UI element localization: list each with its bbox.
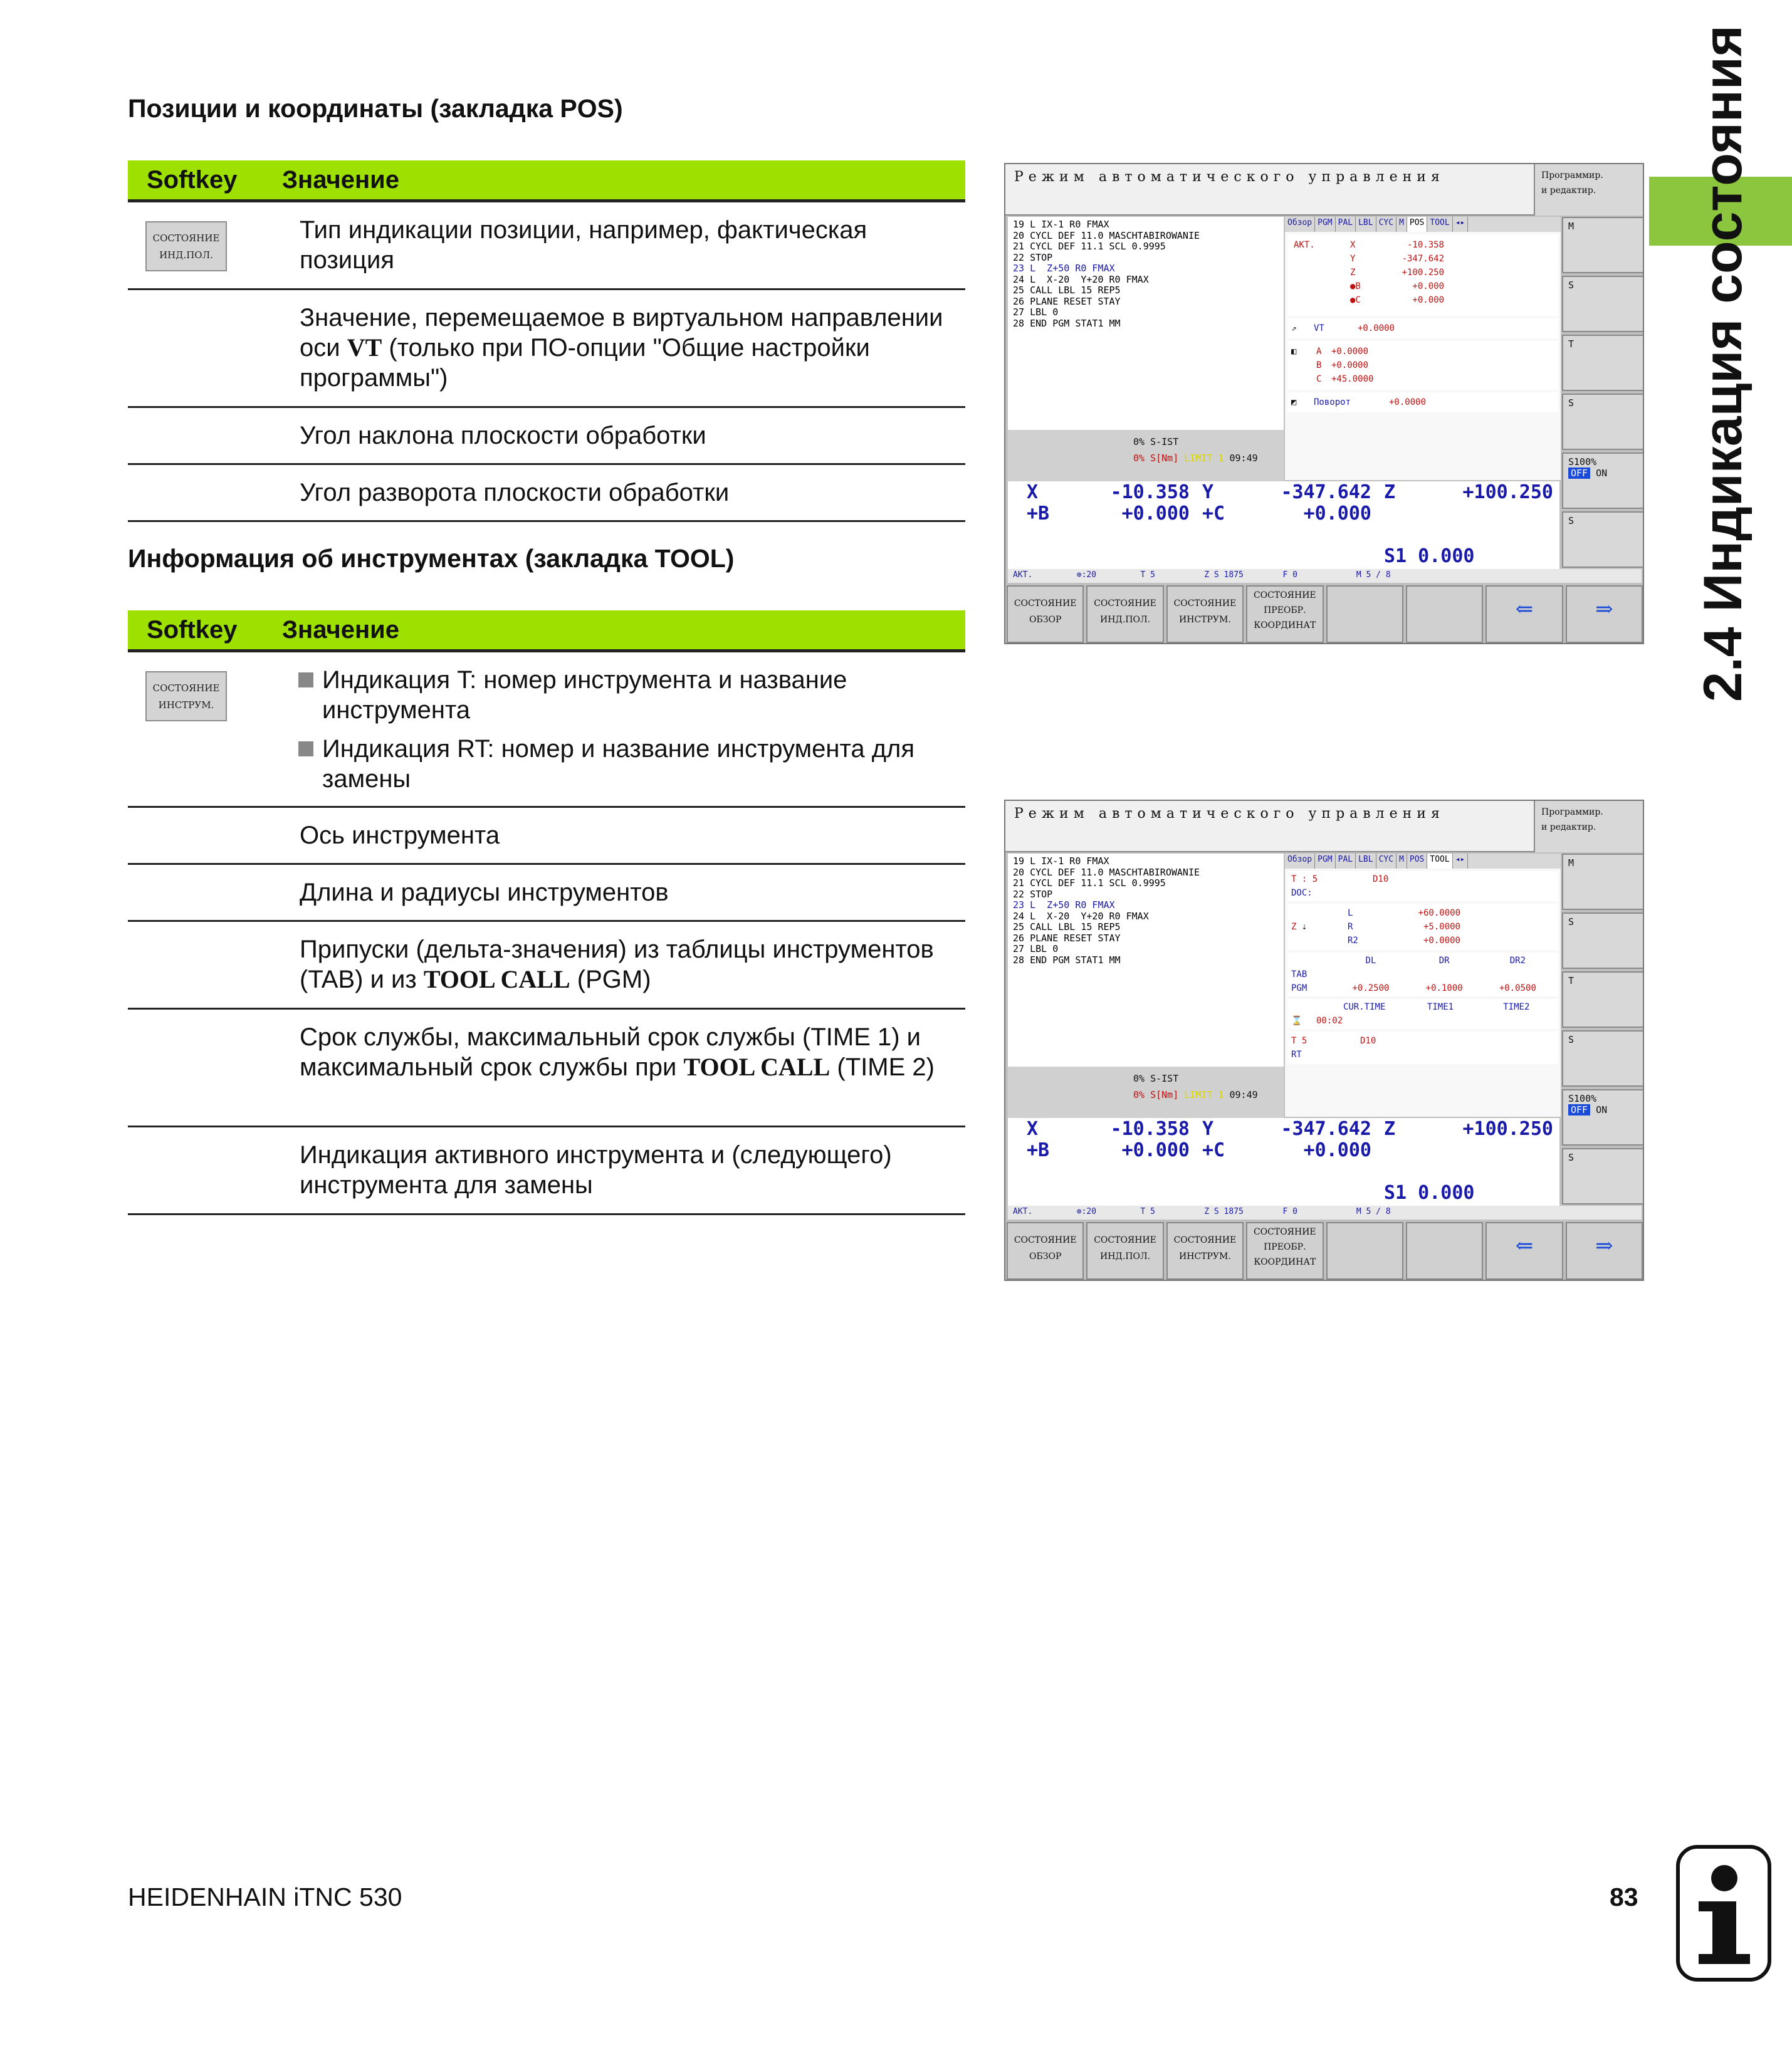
axis-label: Y xyxy=(1350,254,1356,264)
cur-time: 00:02 xyxy=(1316,1016,1343,1026)
side-key-s100[interactable] xyxy=(1562,1089,1644,1146)
s100-label: S100% xyxy=(1568,456,1597,468)
s-nm: 0% S[Nm] xyxy=(1133,1089,1179,1100)
pos-value: +100.250 xyxy=(1462,481,1553,503)
lr-value: +0.0000 xyxy=(1423,936,1460,946)
spindle-status xyxy=(1008,1067,1284,1118)
softkey-empty[interactable] xyxy=(1406,1222,1483,1280)
clock: 09:49 xyxy=(1229,1089,1258,1100)
time-icon: ⌛ xyxy=(1291,1016,1302,1026)
softkey-line: ИНСТРУМ. xyxy=(158,699,214,711)
active-tool: T 5 xyxy=(1291,1036,1307,1046)
program-line: 24 L X-20 Y+20 R0 FMAX xyxy=(1013,910,1149,922)
program-line: 26 PLANE RESET STAY xyxy=(1013,295,1121,307)
sk-line: ИНСТРУМ. xyxy=(1179,1251,1231,1262)
pos-axis: Z xyxy=(1384,481,1396,503)
sk-line: ИНД.ПОЛ. xyxy=(1100,615,1151,625)
pos-axis: X xyxy=(1027,1118,1039,1140)
spindle-speed: S1 0.000 xyxy=(1384,1182,1475,1204)
table-row xyxy=(128,922,965,1010)
row-text: Угол наклона плоскости обработки xyxy=(300,422,706,449)
page-number: 83 xyxy=(1610,1883,1638,1911)
text-part: (PGM) xyxy=(570,966,651,993)
tab-scroll[interactable]: ◂▸ xyxy=(1453,854,1469,869)
program-line: 28 END PGM STAT1 MM xyxy=(1013,317,1121,329)
row-text xyxy=(300,1022,965,1082)
rotation-label: Поворот xyxy=(1314,397,1351,407)
table-row xyxy=(128,652,965,808)
side-key-s100[interactable] xyxy=(1562,452,1644,509)
sk-line: ОБЗОР xyxy=(1029,1251,1062,1262)
softkey-status-trans[interactable] xyxy=(1246,585,1323,643)
pos-axis: +C xyxy=(1202,1139,1225,1161)
table-header xyxy=(128,160,965,202)
tool-axis-icon: ⇣ xyxy=(1301,922,1307,932)
spindle-status xyxy=(1008,430,1284,481)
mode-line: Программир. xyxy=(1541,807,1603,817)
s100-label: S100% xyxy=(1568,1093,1597,1104)
mode-line: Программир. xyxy=(1541,170,1603,180)
position-display xyxy=(1008,481,1559,569)
col-softkey: Softkey xyxy=(147,165,238,194)
softkey-back-icon[interactable]: ⇐ xyxy=(1485,585,1563,643)
row-text: Длина и радиусы инструментов xyxy=(300,879,669,906)
tab-pgm[interactable]: PGM xyxy=(1315,217,1335,232)
tab-pos[interactable]: POS xyxy=(1407,217,1427,232)
chapter-title: 2.4 Индикация состояния xyxy=(1693,25,1753,702)
axis-label: Z xyxy=(1350,268,1356,278)
lr-value: +5.0000 xyxy=(1423,922,1460,932)
angle-value: +0.0000 xyxy=(1331,347,1369,357)
sk-line: СОСТОЯНИЕ xyxy=(1173,1235,1237,1245)
mode-programming[interactable] xyxy=(1534,801,1644,852)
bullet-icon xyxy=(298,741,313,756)
sk-line: СОСТОЯНИЕ xyxy=(1014,598,1077,609)
time-head: TIME1 xyxy=(1427,1002,1454,1012)
pgm-value: +0.1000 xyxy=(1425,983,1463,993)
pos-value: -347.642 xyxy=(1281,1118,1371,1140)
softkey-bar xyxy=(1005,584,1644,644)
softkey-status-tool[interactable] xyxy=(145,671,227,721)
time-block xyxy=(1287,999,1558,1029)
table-row xyxy=(128,465,965,522)
softkey-status-trans[interactable] xyxy=(1246,1222,1323,1280)
tool-call-term: TOOL CALL xyxy=(683,1053,831,1081)
pos-table xyxy=(128,160,965,522)
pos-axis: Z xyxy=(1384,1118,1396,1140)
pgm-value: +0.2500 xyxy=(1352,983,1390,993)
pos-axis: X xyxy=(1027,481,1039,503)
side-key-s-minus[interactable]: S xyxy=(1562,1148,1644,1204)
section-heading-tool: Информация об инструментах (закладка TOOL) xyxy=(128,544,735,573)
vt-row xyxy=(1287,318,1558,338)
softkey-bar xyxy=(1005,1221,1644,1281)
pos-value: +0.000 xyxy=(1121,503,1190,525)
axis-value: +0.000 xyxy=(1412,295,1444,305)
side-key-s[interactable]: S xyxy=(1562,276,1644,332)
softkey-status-tool[interactable] xyxy=(1166,585,1244,643)
status-tabs xyxy=(1285,217,1561,232)
info-bar: АКТ. ⊕:20 T 5 Z S 1875 F 0 M 5 / 8 xyxy=(1008,1206,1642,1220)
off-label: OFF xyxy=(1568,468,1590,479)
table-row xyxy=(128,202,965,290)
pos-value: -10.358 xyxy=(1110,481,1190,503)
list-item xyxy=(297,734,965,794)
s-ist: 0% S-IST xyxy=(1133,436,1179,447)
pos-value: +100.250 xyxy=(1462,1118,1553,1140)
list-item xyxy=(297,665,965,725)
tab-scroll[interactable]: ◂▸ xyxy=(1453,217,1469,232)
softkey-status-overview[interactable] xyxy=(1007,1222,1084,1280)
angle-block xyxy=(1287,341,1558,390)
tool-block xyxy=(1287,871,1558,901)
softkey-back-icon[interactable]: ⇐ xyxy=(1485,1222,1563,1280)
tab-m[interactable]: M xyxy=(1396,854,1407,869)
angle-value: +45.0000 xyxy=(1331,374,1374,384)
tab-pgm[interactable]: PGM xyxy=(1315,854,1335,869)
limit: LIMIT 1 xyxy=(1184,1089,1224,1100)
side-key-t[interactable]: T xyxy=(1562,971,1644,1028)
mode-programming[interactable] xyxy=(1534,164,1644,216)
tab-pal[interactable]: PAL xyxy=(1336,854,1356,869)
program-line: 21 CYCL DEF 11.1 SCL 0.9995 xyxy=(1013,241,1166,252)
softkey-line: СОСТОЯНИЕ xyxy=(152,682,220,694)
info-icon xyxy=(1676,1845,1771,1982)
status-tabs xyxy=(1285,854,1561,869)
program-line: 20 CYCL DEF 11.0 MASCHTABIROWANIE xyxy=(1013,866,1200,878)
screen-title: Режим автоматического управления xyxy=(1005,164,1534,216)
s-nm: 0% S[Nm] xyxy=(1133,452,1179,464)
row-text xyxy=(297,665,965,794)
pos-axis: +B xyxy=(1027,1139,1050,1161)
angle-icon: ◧ xyxy=(1291,347,1297,357)
spindle-speed: S1 0.000 xyxy=(1384,545,1475,567)
vt-value: +0.0000 xyxy=(1358,323,1395,333)
tool-number: T : 5 xyxy=(1291,874,1318,884)
on-label: ON xyxy=(1596,1104,1608,1115)
length-radius-block xyxy=(1287,904,1558,950)
row-text xyxy=(300,934,965,995)
screenshot-tool xyxy=(1004,800,1644,1281)
side-key-s-plus[interactable]: S xyxy=(1562,1030,1644,1087)
program-line: 25 CALL LBL 15 REP5 xyxy=(1013,285,1121,296)
mode-line: и редактир. xyxy=(1541,822,1596,832)
row-text xyxy=(300,303,965,393)
tab-tool[interactable]: TOOL xyxy=(1427,217,1452,232)
program-line-current: 23 L Z+50 R0 FMAX xyxy=(1013,263,1115,274)
position-display xyxy=(1008,1118,1559,1206)
tab-label: TAB xyxy=(1291,969,1307,980)
softkey-empty[interactable] xyxy=(1326,585,1403,643)
program-line: 24 L X-20 Y+20 R0 FMAX xyxy=(1013,273,1149,285)
sk-line: СОСТОЯНИЕ xyxy=(1253,1227,1316,1237)
time-head: CUR.TIME xyxy=(1343,1002,1386,1012)
table-row xyxy=(128,865,965,922)
program-listing xyxy=(1008,217,1284,430)
table-row xyxy=(128,408,965,465)
tab-pal[interactable]: PAL xyxy=(1336,217,1356,232)
delta-head: DR xyxy=(1438,956,1450,966)
lr-label: L xyxy=(1348,908,1353,918)
sk-line: КООРДИНАТ xyxy=(1254,620,1316,630)
softkey-status-pos-display[interactable] xyxy=(145,221,227,271)
angle-label: A xyxy=(1316,347,1322,357)
replacement-tool: RT xyxy=(1291,1050,1302,1060)
side-key-m[interactable]: M xyxy=(1562,854,1644,910)
angle-label: C xyxy=(1316,374,1322,384)
axis-label: X xyxy=(1350,240,1356,250)
table-row xyxy=(128,1127,965,1215)
tab-overview[interactable]: Обзор xyxy=(1285,854,1315,869)
bullet-text: Индикация RT: номер и название инструмента для замены xyxy=(322,735,915,793)
bullet-icon xyxy=(298,672,313,687)
row-text: Тип индикации позиции, например, фактическая позиция xyxy=(300,216,867,274)
on-label: ON xyxy=(1596,468,1608,479)
program-line: 25 CALL LBL 15 REP5 xyxy=(1013,921,1121,933)
text-part: Срок службы, максимальный срок службы (TIME 1) и максимальный срок службы при xyxy=(300,1023,921,1081)
sk-line: ПРЕОБР. xyxy=(1264,1242,1306,1252)
side-softkeys xyxy=(1562,854,1644,1206)
softkey-status-overview[interactable] xyxy=(1007,585,1084,643)
tab-lbl[interactable]: LBL xyxy=(1356,854,1376,869)
softkey-empty[interactable] xyxy=(1326,1222,1403,1280)
pos-value: +0.000 xyxy=(1303,503,1371,525)
axis-value: +0.000 xyxy=(1412,281,1444,291)
col-meaning: Значение xyxy=(282,165,399,194)
softkey-status-pos[interactable] xyxy=(1086,585,1163,643)
softkey-forward-icon[interactable]: ⇒ xyxy=(1566,585,1643,643)
program-line: 27 LBL 0 xyxy=(1013,306,1059,318)
table-row xyxy=(128,290,965,408)
side-key-s-minus[interactable]: S xyxy=(1562,511,1644,568)
time-head: TIME2 xyxy=(1503,1002,1530,1012)
s-ist: 0% S-IST xyxy=(1133,1073,1179,1084)
col-meaning: Значение xyxy=(282,615,399,644)
program-line: 19 L IX-1 R0 FMAX xyxy=(1013,855,1109,867)
tab-pos[interactable]: POS xyxy=(1407,854,1427,869)
pos-axis: Y xyxy=(1202,481,1214,503)
program-line: 22 STOP xyxy=(1013,888,1053,900)
delta-head: DR2 xyxy=(1509,956,1526,966)
program-line: 27 LBL 0 xyxy=(1013,943,1059,954)
axis-label: ●B xyxy=(1350,281,1361,291)
sk-line: ПРЕОБР. xyxy=(1264,605,1306,615)
softkey-status-tool[interactable] xyxy=(1166,1222,1244,1280)
axis-value: -10.358 xyxy=(1407,240,1444,250)
next-tool-block xyxy=(1287,1032,1558,1064)
tab-lbl[interactable]: LBL xyxy=(1356,217,1376,232)
active-tool-name: D10 xyxy=(1360,1036,1376,1046)
pos-axis: +C xyxy=(1202,503,1225,525)
axis-label: ●C xyxy=(1350,295,1361,305)
sk-line: СОСТОЯНИЕ xyxy=(1173,598,1237,609)
status-panel xyxy=(1285,217,1561,480)
softkey-forward-icon[interactable]: ⇒ xyxy=(1566,1222,1643,1280)
lr-label: R2 xyxy=(1348,936,1358,946)
bullet-text: Индикация T: номер инструмента и название инструмента xyxy=(322,666,847,724)
row-text: Индикация активного инструмента и (следующего) инструмента для замены xyxy=(300,1141,892,1199)
row-text: Угол разворота плоскости обработки xyxy=(300,479,730,506)
tool-call-term: TOOL CALL xyxy=(423,965,570,993)
program-line: 20 CYCL DEF 11.0 MASCHTABIROWANIE xyxy=(1013,229,1200,241)
rotation-icon: ◩ xyxy=(1291,397,1297,407)
rotation-row xyxy=(1287,392,1558,412)
sk-line: ИНД.ПОЛ. xyxy=(1100,1251,1151,1262)
sk-line: ИНСТРУМ. xyxy=(1179,615,1231,625)
pos-value: +0.000 xyxy=(1121,1139,1190,1161)
screenshot-pos xyxy=(1004,163,1644,644)
sk-line: СОСТОЯНИЕ xyxy=(1253,590,1316,600)
side-key-t[interactable]: T xyxy=(1562,335,1644,391)
pos-value: +0.000 xyxy=(1303,1139,1371,1161)
pgm-label: PGM xyxy=(1291,983,1307,993)
program-line: 26 PLANE RESET STAY xyxy=(1013,932,1121,944)
pos-value: -347.642 xyxy=(1281,481,1371,503)
angle-value: +0.0000 xyxy=(1331,360,1369,370)
tab-cyc[interactable]: CYC xyxy=(1376,854,1396,869)
softkey-empty[interactable] xyxy=(1406,585,1483,643)
delta-head: DL xyxy=(1365,956,1376,966)
row-text: Ось инструмента xyxy=(300,822,500,849)
info-bar: АКТ. ⊕:20 T 5 Z S 1875 F 0 M 5 / 8 xyxy=(1008,569,1642,583)
tool-axis: Z xyxy=(1291,922,1297,932)
softkey-line: СОСТОЯНИЕ xyxy=(152,232,220,244)
program-line-current: 23 L Z+50 R0 FMAX xyxy=(1013,899,1115,911)
pos-axis: +B xyxy=(1027,503,1050,525)
side-key-s-plus[interactable]: S xyxy=(1562,394,1644,450)
side-softkeys xyxy=(1562,217,1644,569)
program-line: 28 END PGM STAT1 MM xyxy=(1013,954,1121,966)
text-part: (только при ПО-опции "Общие настройки программы") xyxy=(300,334,870,392)
tab-overview[interactable]: Обзор xyxy=(1285,217,1315,232)
program-listing xyxy=(1008,854,1284,1067)
text-part: (TIME 2) xyxy=(830,1053,935,1081)
side-key-s[interactable]: S xyxy=(1562,912,1644,969)
table-header xyxy=(128,610,965,652)
sk-line: СОСТОЯНИЕ xyxy=(1094,598,1156,609)
lr-label: R xyxy=(1348,922,1353,932)
tool-table xyxy=(128,610,965,1215)
pos-values xyxy=(1287,234,1558,316)
pos-value: -10.358 xyxy=(1110,1118,1190,1140)
status-panel xyxy=(1285,854,1561,1117)
akt-label: АКТ. xyxy=(1294,240,1315,250)
tab-m[interactable]: M xyxy=(1396,217,1407,232)
screen-title: Режим автоматического управления xyxy=(1005,801,1534,852)
vt-label: VT xyxy=(1314,323,1324,333)
axis-value: -347.642 xyxy=(1402,254,1444,264)
axis-value: +100.250 xyxy=(1402,268,1444,278)
program-line: 22 STOP xyxy=(1013,251,1053,263)
text-part: Припуски (дельта-значения) из таблицы инструментов (TAB) и из xyxy=(300,936,934,993)
program-line: 19 L IX-1 R0 FMAX xyxy=(1013,219,1109,230)
tool-name: D10 xyxy=(1373,874,1389,884)
tab-tool[interactable]: TOOL xyxy=(1427,854,1452,869)
limit: LIMIT 1 xyxy=(1184,452,1224,464)
softkey-line: ИНД.ПОЛ. xyxy=(159,249,213,261)
sk-line: ОБЗОР xyxy=(1029,615,1062,625)
tool-doc: DOC: xyxy=(1291,888,1313,898)
vt-icon: ⇗ xyxy=(1291,323,1297,333)
rotation-value: +0.0000 xyxy=(1389,397,1427,407)
off-label: OFF xyxy=(1568,1104,1590,1115)
footer-product: HEIDENHAIN iTNC 530 xyxy=(128,1883,402,1911)
pgm-value: +0.0500 xyxy=(1499,983,1536,993)
lr-value: +60.0000 xyxy=(1418,908,1460,918)
sk-line: СОСТОЯНИЕ xyxy=(1094,1235,1156,1245)
tab-cyc[interactable]: CYC xyxy=(1376,217,1396,232)
axis-vt: VT xyxy=(347,333,382,362)
table-row xyxy=(128,808,965,865)
col-softkey: Softkey xyxy=(147,615,238,644)
pos-axis: Y xyxy=(1202,1118,1214,1140)
sk-line: СОСТОЯНИЕ xyxy=(1014,1235,1077,1245)
table-row xyxy=(128,1010,965,1127)
mode-line: и редактир. xyxy=(1541,185,1596,196)
softkey-status-pos[interactable] xyxy=(1086,1222,1163,1280)
section-heading-pos: Позиции и координаты (закладка POS) xyxy=(128,94,623,123)
clock: 09:49 xyxy=(1229,452,1258,464)
side-key-m[interactable]: M xyxy=(1562,217,1644,273)
delta-block xyxy=(1287,953,1558,996)
angle-label: B xyxy=(1316,360,1322,370)
text-part: Значение, перемещаемое в виртуальном направлении оси xyxy=(300,304,943,362)
sk-line: КООРДИНАТ xyxy=(1254,1257,1316,1267)
program-line: 21 CYCL DEF 11.1 SCL 0.9995 xyxy=(1013,877,1166,889)
